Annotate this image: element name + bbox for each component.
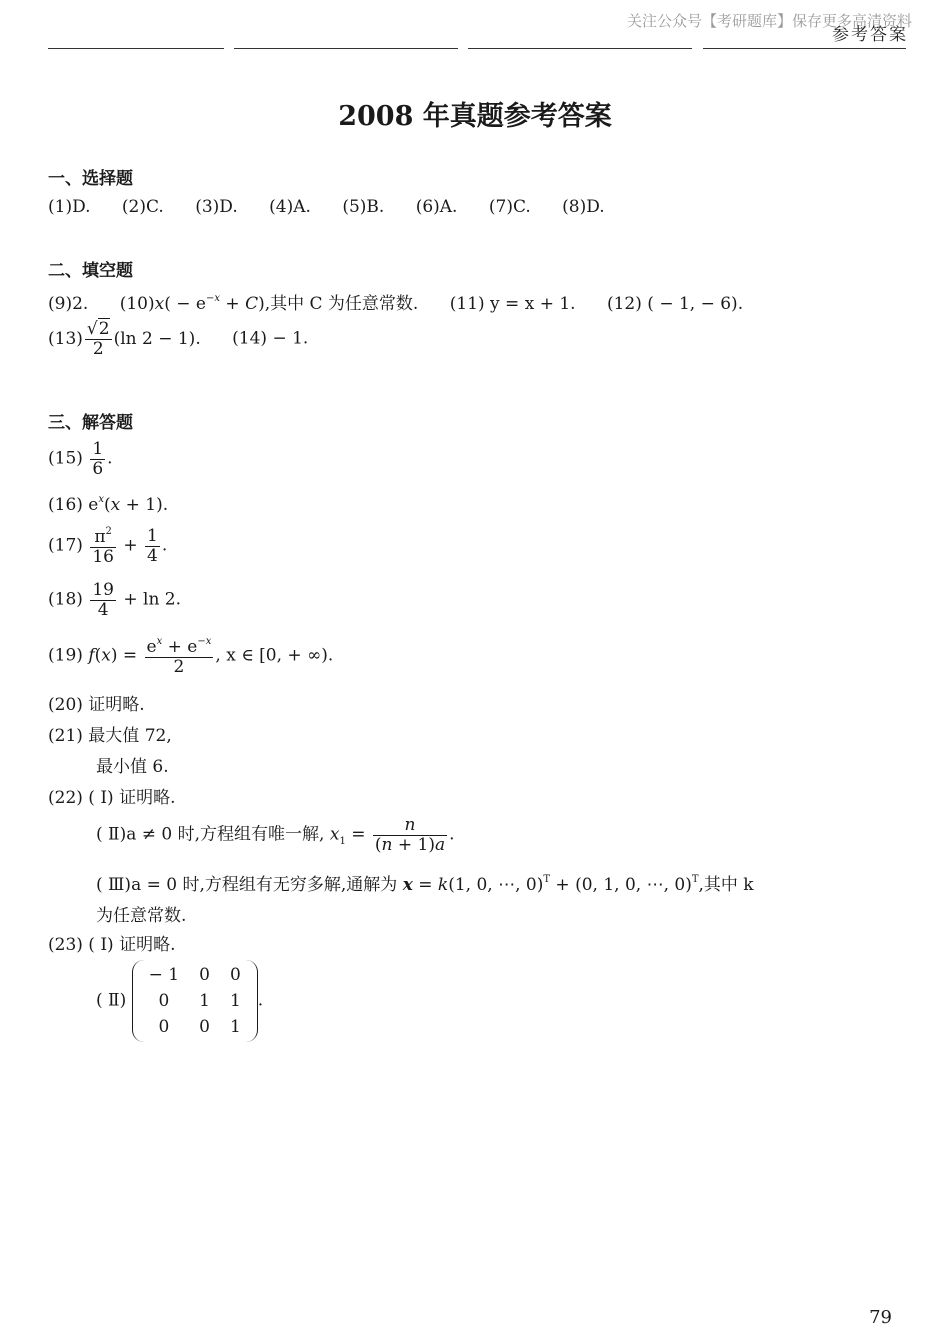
answer-9: (9)2. — [48, 294, 89, 314]
header-rule — [468, 48, 692, 49]
answer-4: (4)A. — [269, 197, 311, 217]
answer-11: (11) y = x + 1. — [449, 294, 576, 314]
section-heading-solutions: 三、解答题 — [48, 413, 133, 433]
answer-16: (16) $e^x(x + 1)$. — [48, 494, 169, 515]
matrix-cell: 1 — [199, 991, 210, 1011]
answer-21-line-2: 最小值 6. — [96, 757, 169, 777]
answer-12: (12) ( − 1, − 6). — [606, 294, 744, 314]
matrix-cell: 0 — [199, 1017, 210, 1037]
answer-7: (7)C. — [488, 197, 531, 217]
matrix-cell: 1 — [229, 1017, 241, 1037]
answer-2: (2)C. — [121, 197, 164, 217]
matrix-cell: 0 — [158, 1017, 170, 1037]
answer-10: $(10)x( - e^{-x} + C)$,其中 C 为任意常数. — [119, 293, 419, 314]
answer-19: (19) f(x) = $\frac{e^x + e^{-x}}{2}$ , x ∈ [0, + ∞). — [48, 636, 334, 677]
section-heading-multiple-choice: 一、选择题 — [48, 169, 133, 189]
matrix-cell: 0 — [158, 991, 170, 1011]
matrix-cell: − 1 — [148, 965, 180, 985]
fill-in-row-1 — [48, 289, 743, 314]
matrix-cell: 0 — [199, 965, 210, 985]
fill-in-row-2 — [48, 320, 308, 358]
answer-matrix — [132, 960, 258, 1042]
answer-22-part-1: (22) ( Ⅰ) 证明略. — [48, 788, 176, 808]
answer-22-part-3-line-2: 为任意常数. — [96, 906, 187, 926]
page-title: 2008 年真题参考答案 — [338, 101, 612, 132]
header-rule — [703, 48, 906, 49]
answer-14: (14) − 1. — [232, 328, 309, 349]
answer-13: (13) $\frac{√2}{2}$ (ln 2 − 1). — [48, 319, 201, 359]
header-rule — [48, 48, 224, 49]
matrix-cell: 0 — [229, 965, 241, 985]
section-heading-fill-in: 二、填空题 — [48, 261, 133, 281]
answer-22-part-2: ( Ⅱ)a ≠ 0 时,方程组有唯一解, $x_1$ = $\frac{n}{(n + 1)a}$ . — [96, 815, 455, 855]
answer-23-part-1: (23) ( Ⅰ) 证明略. — [48, 935, 176, 955]
answer-5: (5)B. — [342, 197, 385, 217]
answer-1: (1)D. — [48, 197, 91, 217]
answer-18: (18) $\frac{19}{4}$ + ln 2. — [48, 580, 182, 620]
answer-15: (15) $\frac{1}{6}$ . — [48, 439, 113, 479]
answer-3: (3)D. — [195, 197, 238, 217]
answer-22-part-3: ( Ⅲ)a = 0 时,方程组有无穷多解,通解为 x = k(1, 0, ⋯, 0)$^T$ + (0, 1, 0, ⋯, 0)$^T$,其中 k — [96, 874, 754, 895]
answer-23-part-2: ( Ⅱ) − 1 0 0 0 1 1 0 0 1 . — [96, 960, 263, 1042]
matrix-cell: 1 — [229, 991, 241, 1011]
answer-20: (20) 证明略. — [48, 695, 145, 715]
page-number: 79 — [869, 1307, 892, 1328]
header-label: 参考答案 — [832, 25, 908, 45]
header-rule — [234, 48, 458, 49]
watermark-text: 关注公众号【考研题库】保存更多高清资料 — [626, 12, 912, 30]
multiple-choice-answers — [48, 197, 605, 217]
answer-8: (8)D. — [562, 197, 605, 217]
answer-6: (6)A. — [415, 197, 458, 217]
answer-21-line-1: (21) 最大值 72, — [48, 726, 172, 746]
answer-17: (17) $\frac{\pi^2}{16}$ + $\frac{1}{4}$ . — [48, 526, 168, 567]
